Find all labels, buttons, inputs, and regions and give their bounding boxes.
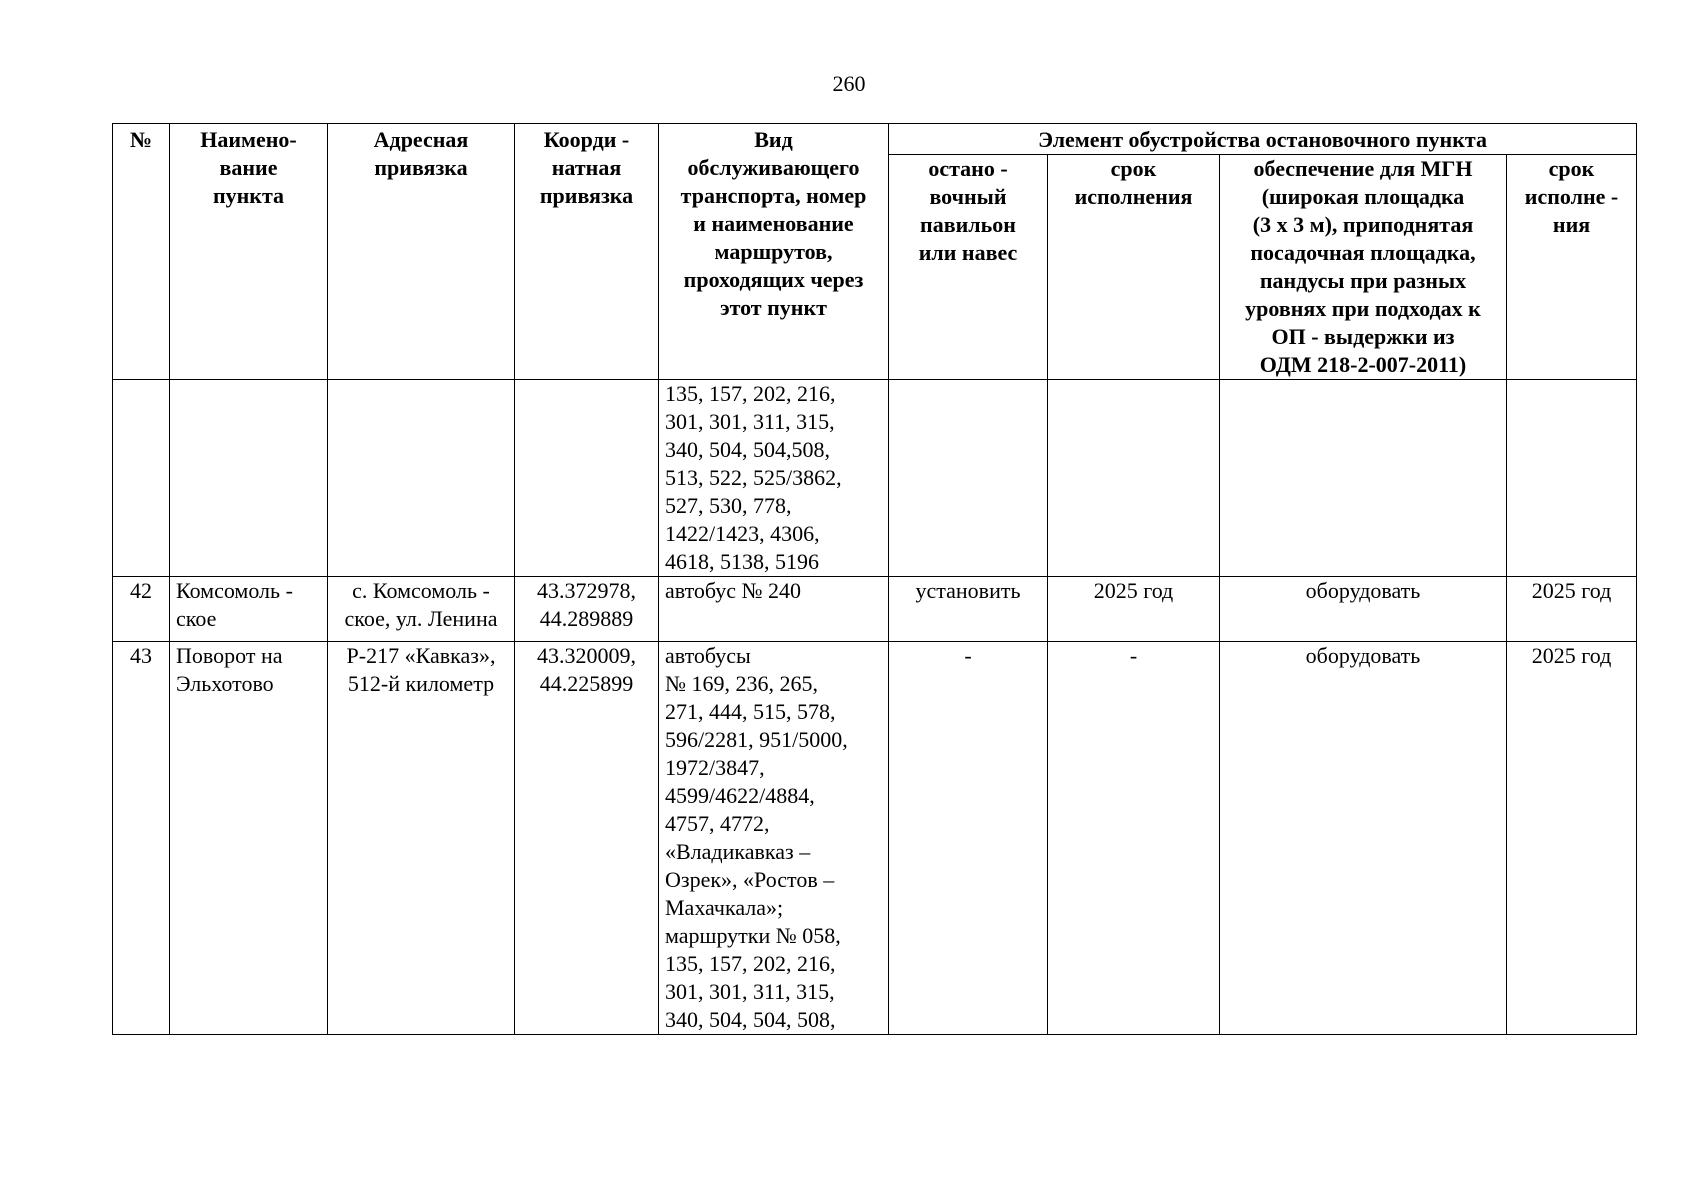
bus-stops-table (112, 123, 1637, 1035)
cell-term-1 (1048, 380, 1220, 577)
cell-address (328, 380, 515, 577)
cell-term-2 (1507, 380, 1637, 577)
cell-term-2: 2025 год (1507, 577, 1637, 642)
table-row (113, 642, 1637, 1035)
header-address: Адресная привязка (328, 124, 515, 380)
table-row (113, 577, 1637, 642)
cell-term-1: - (1048, 642, 1220, 1035)
cell-coordinates: 43.320009, 44.225899 (515, 642, 659, 1035)
header-transport: Вид обслуживающего транспорта, номер и наименование маршрутов, проходящих через этот пункт (659, 124, 889, 380)
header-stop-name: Наимено- вание пункта (170, 124, 328, 380)
cell-transport: автобусы № 169, 236, 265, 271, 444, 515, 578, 596/2281, 951/5000, 1972/3847, 4599/4622/4884, 4757, 4772, «Владикавказ – Озрек», «Ростов – Махачкала»; маршрутки № 058, 135, 157, 202, 216, 301, 301, 311, 315, 340, 504, 504, 508, (659, 642, 889, 1035)
cell-term-1: 2025 год (1048, 577, 1220, 642)
cell-stop-name (170, 380, 328, 577)
cell-stop-name: Поворот на Эльхотово (170, 642, 328, 1035)
cell-number: 42 (113, 577, 170, 642)
cell-pavilion: - (889, 642, 1048, 1035)
cell-stop-name: Комсомоль - ское (170, 577, 328, 642)
header-pavilion: остано - вочный павильон или навес (889, 155, 1048, 380)
cell-address: с. Комсомоль - ское, ул. Ленина (328, 577, 515, 642)
cell-pavilion (889, 380, 1048, 577)
cell-term-2: 2025 год (1507, 642, 1637, 1035)
header-coordinates: Коорди - натная привязка (515, 124, 659, 380)
header-term-2: срок исполне - ния (1507, 155, 1637, 380)
header-number: № (113, 124, 170, 380)
page-number: 260 (832, 71, 866, 96)
table-row (113, 380, 1637, 577)
header-stop-elements-group: Элемент обустройства остановочного пункта (889, 124, 1637, 155)
cell-number: 43 (113, 642, 170, 1035)
cell-mgn (1220, 380, 1507, 577)
cell-mgn: оборудовать (1220, 577, 1507, 642)
header-mgn: обеспечение для МГН (широкая площадка (3 х 3 м), приподнятая посадочная площадка, пандусы при разных уровнях при подходах к ОП - выдержки из ОДМ 218-2-007-2011) (1220, 155, 1507, 380)
cell-address: Р-217 «Кавказ», 512-й километр (328, 642, 515, 1035)
cell-coordinates: 43.372978, 44.289889 (515, 577, 659, 642)
cell-mgn: оборудовать (1220, 642, 1507, 1035)
cell-transport: автобус № 240 (659, 577, 889, 642)
cell-number (113, 380, 170, 577)
cell-coordinates (515, 380, 659, 577)
cell-transport: 135, 157, 202, 216, 301, 301, 311, 315, 340, 504, 504,508, 513, 522, 525/3862, 527, 530, 778, 1422/1423, 4306, 4618, 5138, 5196 (659, 380, 889, 577)
header-term-1: срок исполнения (1048, 155, 1220, 380)
cell-pavilion: установить (889, 577, 1048, 642)
